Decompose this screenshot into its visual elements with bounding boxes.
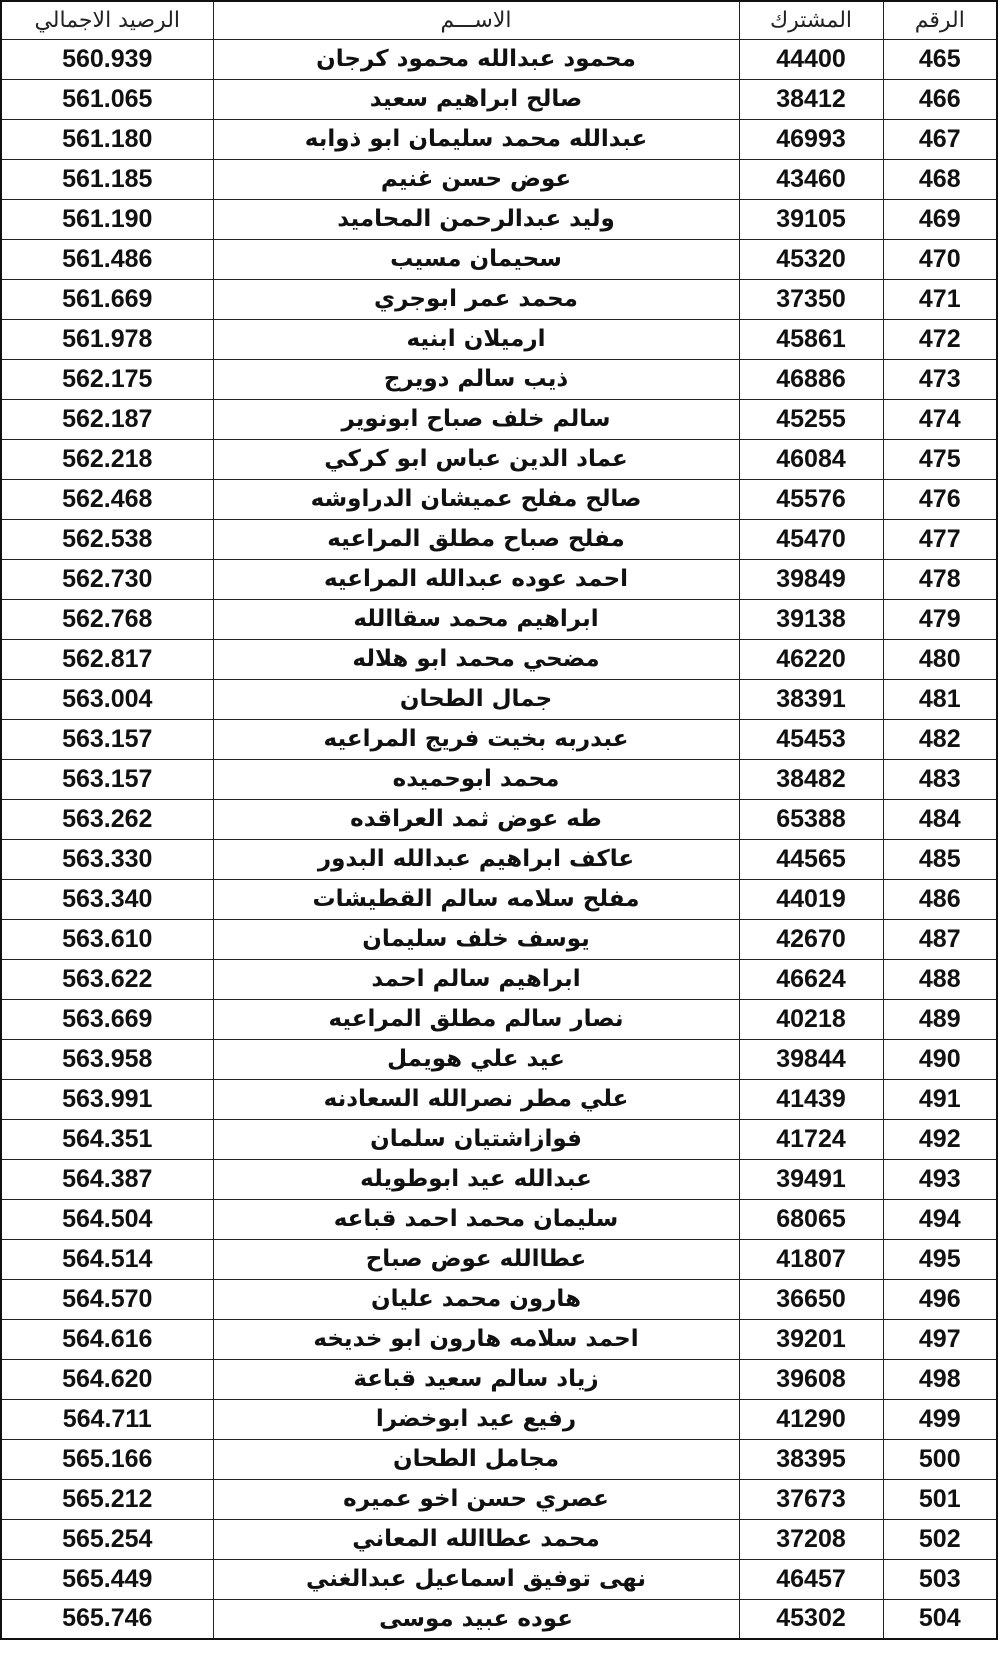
table-row	[1, 1399, 997, 1439]
subscriber-id: 46993	[739, 119, 883, 159]
subscriber-name: محمد عمر ابوجري	[213, 279, 739, 319]
subscriber-name: نصار سالم مطلق المراعيه	[213, 999, 739, 1039]
row-number: 475	[883, 439, 997, 479]
row-number: 504	[883, 1599, 997, 1639]
total-balance: 563.622	[1, 959, 213, 999]
row-number: 477	[883, 519, 997, 559]
subscriber-id: 65388	[739, 799, 883, 839]
total-balance: 561.486	[1, 239, 213, 279]
total-balance: 562.817	[1, 639, 213, 679]
row-number: 498	[883, 1359, 997, 1399]
subscriber-id: 38412	[739, 79, 883, 119]
subscriber-name: فوازاشتيان سلمان	[213, 1119, 739, 1159]
subscriber-id: 45320	[739, 239, 883, 279]
table-row	[1, 239, 997, 279]
subscriber-name: عاكف ابراهيم عبدالله البدور	[213, 839, 739, 879]
subscriber-id: 45861	[739, 319, 883, 359]
subscriber-name: مضحي محمد ابو هلاله	[213, 639, 739, 679]
row-number: 491	[883, 1079, 997, 1119]
subscriber-id: 38482	[739, 759, 883, 799]
total-balance: 564.616	[1, 1319, 213, 1359]
subscriber-name: طه عوض ثمد العراقده	[213, 799, 739, 839]
table-row	[1, 1439, 997, 1479]
total-balance: 565.449	[1, 1559, 213, 1599]
subscriber-name: ابراهيم سالم احمد	[213, 959, 739, 999]
subscriber-id: 45576	[739, 479, 883, 519]
subscriber-id: 39105	[739, 199, 883, 239]
table-row	[1, 39, 997, 79]
subscriber-id: 41807	[739, 1239, 883, 1279]
table-row	[1, 119, 997, 159]
row-number: 469	[883, 199, 997, 239]
row-number: 465	[883, 39, 997, 79]
subscriber-id: 39608	[739, 1359, 883, 1399]
total-balance: 562.175	[1, 359, 213, 399]
subscriber-id: 36650	[739, 1279, 883, 1319]
total-balance: 562.768	[1, 599, 213, 639]
row-number: 470	[883, 239, 997, 279]
table-row	[1, 279, 997, 319]
table-row	[1, 159, 997, 199]
table-row	[1, 639, 997, 679]
subscriber-name: محمد عطاالله المعاني	[213, 1519, 739, 1559]
subscriber-id: 44565	[739, 839, 883, 879]
subscriber-id: 44019	[739, 879, 883, 919]
subscriber-name: جمال الطحان	[213, 679, 739, 719]
subscriber-name: عطاالله عوض صباح	[213, 1239, 739, 1279]
table-row	[1, 999, 997, 1039]
table-row	[1, 919, 997, 959]
table-row	[1, 199, 997, 239]
subscriber-name: سالم خلف صباح ابونوير	[213, 399, 739, 439]
table-row	[1, 1279, 997, 1319]
row-number: 488	[883, 959, 997, 999]
table-row	[1, 559, 997, 599]
subscriber-id: 37208	[739, 1519, 883, 1559]
subscriber-name: عماد الدين عباس ابو كركي	[213, 439, 739, 479]
row-number: 487	[883, 919, 997, 959]
table-row	[1, 479, 997, 519]
subscriber-name: عصري حسن اخو عميره	[213, 1479, 739, 1519]
subscriber-name: ارميلان ابنيه	[213, 319, 739, 359]
table-row	[1, 599, 997, 639]
total-balance: 564.711	[1, 1399, 213, 1439]
subscriber-id: 46886	[739, 359, 883, 399]
total-balance: 561.669	[1, 279, 213, 319]
subscriber-name: نهى توفيق اسماعيل عبدالغني	[213, 1559, 739, 1599]
total-balance: 563.330	[1, 839, 213, 879]
table-row	[1, 1479, 997, 1519]
row-number: 503	[883, 1559, 997, 1599]
row-number: 467	[883, 119, 997, 159]
subscriber-id: 46457	[739, 1559, 883, 1599]
table-row	[1, 1519, 997, 1559]
table-header	[1, 1, 997, 39]
subscriber-name: صالح مفلح عميشان الدراوشه	[213, 479, 739, 519]
total-balance: 562.187	[1, 399, 213, 439]
row-number: 472	[883, 319, 997, 359]
table-row	[1, 1319, 997, 1359]
subscriber-name: رفيع عيد ابوخضرا	[213, 1399, 739, 1439]
total-balance: 563.991	[1, 1079, 213, 1119]
row-number: 486	[883, 879, 997, 919]
total-balance: 561.190	[1, 199, 213, 239]
table-row	[1, 399, 997, 439]
subscriber-id: 44400	[739, 39, 883, 79]
row-number: 468	[883, 159, 997, 199]
header-subscriber: المشترك	[739, 1, 883, 39]
table-row	[1, 519, 997, 559]
table-row	[1, 1599, 997, 1639]
total-balance: 561.065	[1, 79, 213, 119]
total-balance: 561.180	[1, 119, 213, 159]
table-row	[1, 679, 997, 719]
table-row	[1, 1559, 997, 1599]
row-number: 481	[883, 679, 997, 719]
subscriber-name: احمد عوده عبدالله المراعيه	[213, 559, 739, 599]
subscriber-id: 39491	[739, 1159, 883, 1199]
total-balance: 563.157	[1, 719, 213, 759]
row-number: 496	[883, 1279, 997, 1319]
row-number: 490	[883, 1039, 997, 1079]
table-row	[1, 799, 997, 839]
table-row	[1, 759, 997, 799]
subscriber-name: عوض حسن غنيم	[213, 159, 739, 199]
row-number: 500	[883, 1439, 997, 1479]
header-row	[1, 1, 997, 39]
row-number: 497	[883, 1319, 997, 1359]
subscriber-name: مجامل الطحان	[213, 1439, 739, 1479]
total-balance: 561.185	[1, 159, 213, 199]
total-balance: 564.570	[1, 1279, 213, 1319]
table-row	[1, 879, 997, 919]
subscriber-name: علي مطر نصرالله السعادنه	[213, 1079, 739, 1119]
total-balance: 565.254	[1, 1519, 213, 1559]
row-number: 474	[883, 399, 997, 439]
subscriber-name: محمود عبدالله محمود كرجان	[213, 39, 739, 79]
row-number: 480	[883, 639, 997, 679]
row-number: 476	[883, 479, 997, 519]
row-number: 494	[883, 1199, 997, 1239]
subscriber-name: عبدالله عيد ابوطويله	[213, 1159, 739, 1199]
table-row	[1, 839, 997, 879]
table-row	[1, 319, 997, 359]
row-number: 489	[883, 999, 997, 1039]
subscriber-name: وليد عبدالرحمن المحاميد	[213, 199, 739, 239]
row-number: 492	[883, 1119, 997, 1159]
subscriber-id: 39849	[739, 559, 883, 599]
total-balance: 564.387	[1, 1159, 213, 1199]
row-number: 471	[883, 279, 997, 319]
table-row	[1, 1359, 997, 1399]
table-row	[1, 79, 997, 119]
row-number: 473	[883, 359, 997, 399]
subscriber-name: يوسف خلف سليمان	[213, 919, 739, 959]
total-balance: 563.004	[1, 679, 213, 719]
subscriber-name: عوده عبيد موسى	[213, 1599, 739, 1639]
subscriber-id: 45470	[739, 519, 883, 559]
subscriber-id: 46624	[739, 959, 883, 999]
table-row	[1, 359, 997, 399]
subscriber-id: 39138	[739, 599, 883, 639]
table-row	[1, 1159, 997, 1199]
subscriber-name: سليمان محمد احمد قباعه	[213, 1199, 739, 1239]
row-number: 499	[883, 1399, 997, 1439]
total-balance: 560.939	[1, 39, 213, 79]
subscriber-id: 37350	[739, 279, 883, 319]
row-number: 502	[883, 1519, 997, 1559]
subscriber-id: 39201	[739, 1319, 883, 1359]
subscriber-id: 46220	[739, 639, 883, 679]
total-balance: 564.351	[1, 1119, 213, 1159]
row-number: 482	[883, 719, 997, 759]
table-row	[1, 959, 997, 999]
table-row	[1, 1239, 997, 1279]
subscriber-id: 37673	[739, 1479, 883, 1519]
subscriber-id: 38395	[739, 1439, 883, 1479]
subscriber-name: ابراهيم محمد سقاالله	[213, 599, 739, 639]
total-balance: 562.468	[1, 479, 213, 519]
subscriber-id: 45255	[739, 399, 883, 439]
total-balance: 565.746	[1, 1599, 213, 1639]
row-number: 478	[883, 559, 997, 599]
subscriber-name: مفلح صباح مطلق المراعيه	[213, 519, 739, 559]
table-row	[1, 1079, 997, 1119]
row-number: 501	[883, 1479, 997, 1519]
total-balance: 563.669	[1, 999, 213, 1039]
row-number: 483	[883, 759, 997, 799]
total-balance: 562.218	[1, 439, 213, 479]
header-name: الاســـم	[213, 1, 739, 39]
table-row	[1, 439, 997, 479]
total-balance: 561.978	[1, 319, 213, 359]
total-balance: 562.730	[1, 559, 213, 599]
subscriber-id: 38391	[739, 679, 883, 719]
subscriber-id: 43460	[739, 159, 883, 199]
total-balance: 563.157	[1, 759, 213, 799]
subscriber-id: 68065	[739, 1199, 883, 1239]
subscriber-id: 41439	[739, 1079, 883, 1119]
subscriber-id: 40218	[739, 999, 883, 1039]
table-row	[1, 1199, 997, 1239]
subscriber-name: عبدالله محمد سليمان ابو ذوابه	[213, 119, 739, 159]
total-balance: 564.620	[1, 1359, 213, 1399]
table-row	[1, 1039, 997, 1079]
total-balance: 564.504	[1, 1199, 213, 1239]
row-number: 493	[883, 1159, 997, 1199]
total-balance: 563.340	[1, 879, 213, 919]
total-balance: 563.610	[1, 919, 213, 959]
header-number: الرقم	[883, 1, 997, 39]
subscriber-id: 46084	[739, 439, 883, 479]
subscriber-name: مفلح سلامه سالم القطيشات	[213, 879, 739, 919]
subscriber-name: محمد ابوحميده	[213, 759, 739, 799]
row-number: 495	[883, 1239, 997, 1279]
table-row	[1, 1119, 997, 1159]
subscriber-name: هارون محمد عليان	[213, 1279, 739, 1319]
table-body	[1, 39, 997, 1639]
total-balance: 564.514	[1, 1239, 213, 1279]
subscriber-name: ذيب سالم دويرج	[213, 359, 739, 399]
subscriber-name: عيد علي هويمل	[213, 1039, 739, 1079]
subscriber-name: عبدربه بخيت فريج المراعيه	[213, 719, 739, 759]
subscriber-id: 41290	[739, 1399, 883, 1439]
row-number: 484	[883, 799, 997, 839]
subscriber-name: احمد سلامه هارون ابو خديخه	[213, 1319, 739, 1359]
total-balance: 562.538	[1, 519, 213, 559]
row-number: 479	[883, 599, 997, 639]
subscriber-name: صالح ابراهيم سعيد	[213, 79, 739, 119]
total-balance: 563.262	[1, 799, 213, 839]
subscriber-id: 39844	[739, 1039, 883, 1079]
row-number: 485	[883, 839, 997, 879]
subscriber-id: 41724	[739, 1119, 883, 1159]
subscriber-id: 45453	[739, 719, 883, 759]
total-balance: 565.212	[1, 1479, 213, 1519]
subscriber-name: زياد سالم سعيد قباعة	[213, 1359, 739, 1399]
subscriber-name: سحيمان مسيب	[213, 239, 739, 279]
subscriber-id: 45302	[739, 1599, 883, 1639]
table-row	[1, 719, 997, 759]
total-balance: 563.958	[1, 1039, 213, 1079]
row-number: 466	[883, 79, 997, 119]
total-balance: 565.166	[1, 1439, 213, 1479]
subscriber-id: 42670	[739, 919, 883, 959]
header-balance: الرصيد الاجمالي	[1, 1, 213, 39]
